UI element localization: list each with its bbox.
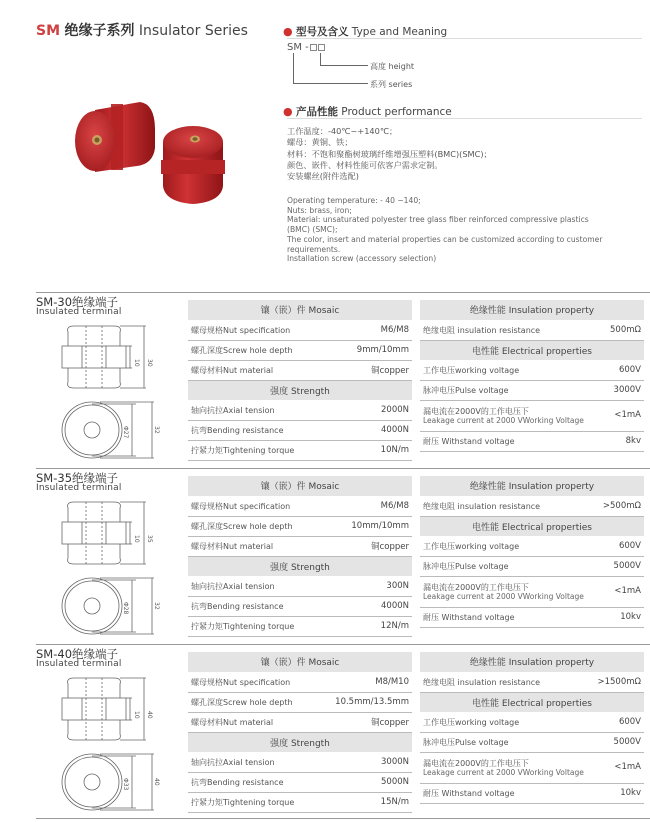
- table-row: 耐压 Withstand voltage 10kv: [420, 607, 644, 627]
- technical-drawing: [60, 674, 170, 818]
- model-name: SM-40绝缘端子: [36, 647, 119, 661]
- insulation-electrical-table: [420, 476, 644, 628]
- bullet-icon: ●: [283, 25, 293, 38]
- type-meaning-heading: ● 型号及含义 Type and Meaning: [283, 25, 448, 38]
- table-row: 轴向抗拉Axial tension 300N: [188, 576, 412, 596]
- svg-text:10: 10: [133, 711, 140, 719]
- insulation-header: 绝缘性能 Insulation property: [420, 300, 644, 320]
- mosaic-strength-table: [188, 476, 412, 637]
- electrical-header: 电性能 Electrical properties: [420, 692, 644, 712]
- bracket-line: [320, 65, 368, 66]
- svg-text:Φ28: Φ28: [122, 602, 129, 615]
- series-code: SM: [36, 23, 61, 39]
- table-row: 螺母材料Nut material 铜copper: [188, 360, 412, 380]
- svg-text:35: 35: [146, 535, 153, 543]
- insulation-header: 绝缘性能 Insulation property: [420, 652, 644, 672]
- table-row: 螺母材料Nut material 铜copper: [188, 712, 412, 732]
- svg-text:30: 30: [146, 359, 153, 367]
- svg-text:10: 10: [133, 535, 140, 543]
- table-row: 螺母材料Nut material 铜copper: [188, 536, 412, 556]
- table-row: 抗弯Bending resistance 5000N: [188, 772, 412, 792]
- svg-text:Φ27: Φ27: [122, 426, 129, 439]
- bracket-line: [293, 83, 368, 84]
- table-row: 耐压 Withstand voltage 8kv: [420, 431, 644, 451]
- bracket-line: [320, 53, 321, 65]
- svg-text:32: 32: [153, 426, 160, 434]
- performance-en: Operating temperature: - 40 ~140; Nuts: brass, iron; Material: unsaturated polyester tree glass fiber reinforced compressive plastics (BMC) (SMC); The color, insert and material properties can be customized according to customer requirements. Installation screw (accessory selection): [287, 196, 603, 264]
- table-row: 螺孔深度Screw hole depth 9mm/10mm: [188, 340, 412, 360]
- table-row: 工作电压working voltage 600V: [420, 536, 644, 556]
- section-divider: [36, 644, 650, 645]
- section-divider: [36, 818, 650, 819]
- code-box-icon: [310, 44, 317, 51]
- table-row: 拧紧力矩Tightening torque 12N/m: [188, 616, 412, 636]
- insulator-drawing-icon: [60, 674, 170, 814]
- model-subtitle: Insulated terminal: [36, 483, 122, 493]
- table-row: 漏电流在2000V的工作电压下 Leakage current at 2000 VWorking Voltage <1mA: [420, 752, 644, 783]
- table-row: 螺母规格Nut specification M6/M8: [188, 320, 412, 340]
- mosaic-header: 镶（嵌）件 Mosaic: [188, 652, 412, 672]
- insulator-drawing-icon: [60, 498, 170, 638]
- model-subtitle: Insulated terminal: [36, 659, 122, 669]
- table-row: 绝缘电阻 insulation resistance >500mΩ: [420, 496, 644, 516]
- table-row: 轴向抗拉Axial tension 3000N: [188, 752, 412, 772]
- table-row: 绝缘电阻 insulation resistance >1500mΩ: [420, 672, 644, 692]
- strength-header: 强度 Strength: [188, 380, 412, 400]
- model-subtitle: Insulated terminal: [36, 307, 122, 317]
- model-name: SM-35绝缘端子: [36, 471, 119, 485]
- insulation-electrical-table: [420, 652, 644, 804]
- table-row: 绝缘电阻 insulation resistance 500mΩ: [420, 320, 644, 340]
- mosaic-strength-table: [188, 300, 412, 461]
- electrical-header: 电性能 Electrical properties: [420, 516, 644, 536]
- svg-text:10: 10: [133, 359, 140, 367]
- table-row: 脉冲电压Pulse voltage 3000V: [420, 380, 644, 400]
- series-title-cn: 绝缘子系列: [64, 23, 135, 39]
- section-rule: [287, 118, 642, 119]
- bracket-line: [293, 53, 294, 83]
- svg-text:Φ33: Φ33: [122, 778, 129, 791]
- mosaic-header: 镶（嵌）件 Mosaic: [188, 476, 412, 496]
- performance-heading: ● 产品性能 Product performance: [283, 105, 452, 118]
- table-row: 脉冲电压Pulse voltage 5000V: [420, 732, 644, 752]
- strength-header: 强度 Strength: [188, 732, 412, 752]
- table-row: 拧紧力矩Tightening torque 15N/m: [188, 792, 412, 812]
- svg-text:40: 40: [153, 778, 160, 786]
- table-row: 螺孔深度Screw hole depth 10.5mm/13.5mm: [188, 692, 412, 712]
- model-code: SM -: [287, 42, 325, 53]
- table-row: 工作电压working voltage 600V: [420, 712, 644, 732]
- table-row: 抗弯Bending resistance 4000N: [188, 420, 412, 440]
- table-row: 螺母规格Nut specification M6/M8: [188, 496, 412, 516]
- table-row: 漏电流在2000V的工作电压下 Leakage current at 2000 VWorking Voltage <1mA: [420, 400, 644, 431]
- table-row: 轴向抗拉Axial tension 2000N: [188, 400, 412, 420]
- series-title: [36, 20, 248, 40]
- strength-header: 强度 Strength: [188, 556, 412, 576]
- electrical-header: 电性能 Electrical properties: [420, 340, 644, 360]
- series-title-en: Insulator Series: [138, 23, 248, 39]
- technical-drawing: [60, 322, 170, 466]
- section-divider: [36, 468, 650, 469]
- svg-text:32: 32: [153, 602, 160, 610]
- table-row: 螺母规格Nut specification M8/M10: [188, 672, 412, 692]
- mosaic-strength-table: [188, 652, 412, 813]
- performance-cn: 工作温度：-40℃~+140℃； 螺母：黄铜、铁； 材料：不饱和聚酯树玻璃纤维增强压塑料(BMC)(SMC)； 颜色、嵌件、材料性能可依客户需求定制。 安装螺丝(附件选配): [287, 126, 492, 182]
- insulator-photo-icon: [55, 90, 225, 210]
- model-name: SM-30绝缘端子: [36, 295, 119, 309]
- technical-drawing: [60, 498, 170, 642]
- section-divider: [36, 292, 650, 293]
- bullet-icon: ●: [283, 105, 293, 118]
- height-label: 高度 height: [370, 62, 415, 71]
- table-row: 拧紧力矩Tightening torque 10N/m: [188, 440, 412, 460]
- insulation-electrical-table: [420, 300, 644, 452]
- table-row: 抗弯Bending resistance 4000N: [188, 596, 412, 616]
- svg-text:40: 40: [146, 711, 153, 719]
- table-row: 脉冲电压Pulse voltage 5000V: [420, 556, 644, 576]
- insulator-drawing-icon: [60, 322, 170, 462]
- table-row: 工作电压working voltage 600V: [420, 360, 644, 380]
- product-photo: [55, 90, 225, 210]
- mosaic-header: 镶（嵌）件 Mosaic: [188, 300, 412, 320]
- series-label: 系列 series: [370, 80, 413, 89]
- section-rule: [287, 38, 642, 39]
- table-row: 耐压 Withstand voltage 10kv: [420, 783, 644, 803]
- code-box-icon: [318, 44, 325, 51]
- table-row: 螺孔深度Screw hole depth 10mm/10mm: [188, 516, 412, 536]
- table-row: 漏电流在2000V的工作电压下 Leakage current at 2000 VWorking Voltage <1mA: [420, 576, 644, 607]
- insulation-header: 绝缘性能 Insulation property: [420, 476, 644, 496]
